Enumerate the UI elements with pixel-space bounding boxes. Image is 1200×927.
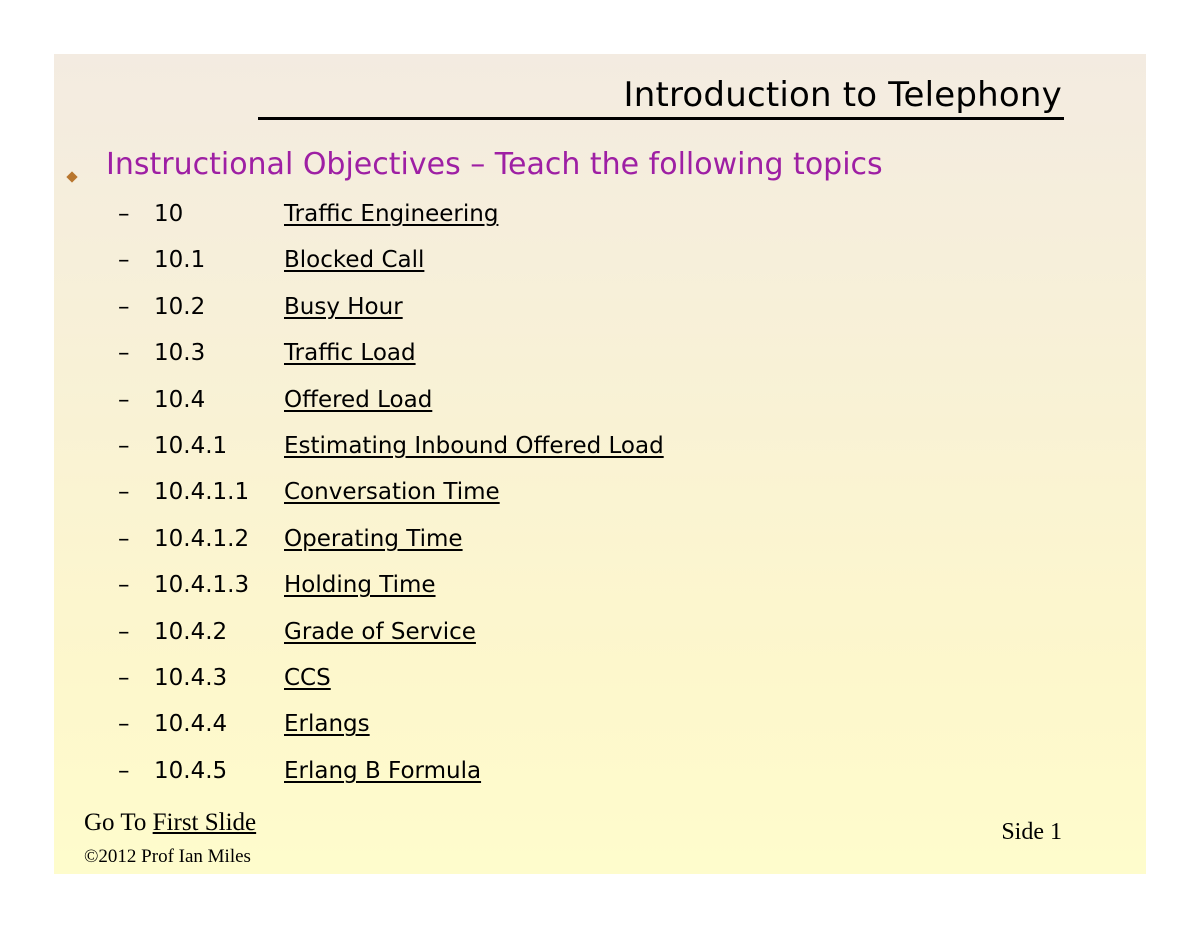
slide-title: Introduction to Telephony <box>623 75 1062 115</box>
topic-number: 10.4.5 <box>154 757 228 784</box>
first-slide-link[interactable]: First Slide <box>152 809 257 836</box>
topic-number: 10.1 <box>154 247 206 274</box>
copyright-notice: ©2012 Prof Ian Miles <box>84 846 251 867</box>
topic-label: Traffic Load <box>284 340 416 367</box>
dash-bullet: – <box>118 479 130 506</box>
dash-bullet: – <box>118 525 130 552</box>
topic-label: Blocked Call <box>284 247 425 274</box>
objectives-heading: Instructional Objectives – Teach the following topics <box>106 147 883 182</box>
topic-link-10-4[interactable] <box>154 387 432 413</box>
topic-label: Grade of Service <box>284 618 476 645</box>
topic-number: 10.2 <box>154 293 206 320</box>
topic-link-10-2[interactable] <box>154 294 403 320</box>
topic-label: Estimating Inbound Offered Load <box>284 432 664 459</box>
slide-number: Side 1 <box>1001 819 1062 845</box>
topic-label: CCS <box>284 664 331 691</box>
topic-number: 10.4.1.1 <box>154 479 250 506</box>
topic-label: Erlangs <box>284 711 370 738</box>
go-to-prefix: Go To <box>84 809 147 836</box>
topic-link-10-1[interactable] <box>154 247 424 273</box>
topic-number: 10.4.3 <box>154 664 228 691</box>
topic-label: Traffic Engineering <box>284 201 499 227</box>
topic-number: 10 <box>154 201 184 227</box>
topic-number: 10.4.1 <box>154 432 228 459</box>
topic-label: Offered Load <box>284 386 433 413</box>
topic-link-10-4-4[interactable] <box>154 711 370 737</box>
topic-link-10-4-2[interactable] <box>154 619 476 645</box>
topic-label: Holding Time <box>284 572 436 599</box>
topic-link-10-4-3[interactable] <box>154 665 331 691</box>
topic-link-10-4-1-1[interactable] <box>154 479 500 505</box>
dash-bullet: – <box>118 572 130 599</box>
topic-link-10[interactable] <box>154 201 498 227</box>
title-underline-rule <box>258 117 1064 120</box>
dash-bullet: – <box>118 247 130 274</box>
diamond-bullet-icon <box>66 171 77 182</box>
dash-bullet: – <box>118 618 130 645</box>
go-to-first-slide <box>84 809 256 837</box>
slide <box>54 54 1146 874</box>
dash-bullet: – <box>118 664 130 691</box>
topic-number: 10.4.4 <box>154 711 228 738</box>
topic-number: 10.3 <box>154 340 206 367</box>
topic-number: 10.4 <box>154 386 206 413</box>
dash-bullet: – <box>118 340 130 367</box>
topic-link-10-4-1-2[interactable] <box>154 526 463 552</box>
topic-link-10-4-1-3[interactable] <box>154 572 436 598</box>
dash-bullet: – <box>118 711 130 738</box>
dash-bullet: – <box>118 201 130 227</box>
dash-bullet: – <box>118 757 130 784</box>
topic-label: Operating Time <box>284 525 463 552</box>
topic-number: 10.4.1.3 <box>154 572 250 599</box>
topic-link-10-4-1[interactable] <box>154 433 664 459</box>
topic-number: 10.4.1.2 <box>154 525 250 552</box>
topic-label: Erlang B Formula <box>284 757 482 784</box>
topic-link-10-4-5[interactable] <box>154 758 481 784</box>
dash-bullet: – <box>118 432 130 459</box>
dash-bullet: – <box>118 386 130 413</box>
dash-bullet: – <box>118 293 130 320</box>
topic-label: Conversation Time <box>284 479 500 506</box>
topic-link-10-3[interactable] <box>154 340 416 366</box>
topic-number: 10.4.2 <box>154 618 228 645</box>
topic-label: Busy Hour <box>284 293 403 320</box>
